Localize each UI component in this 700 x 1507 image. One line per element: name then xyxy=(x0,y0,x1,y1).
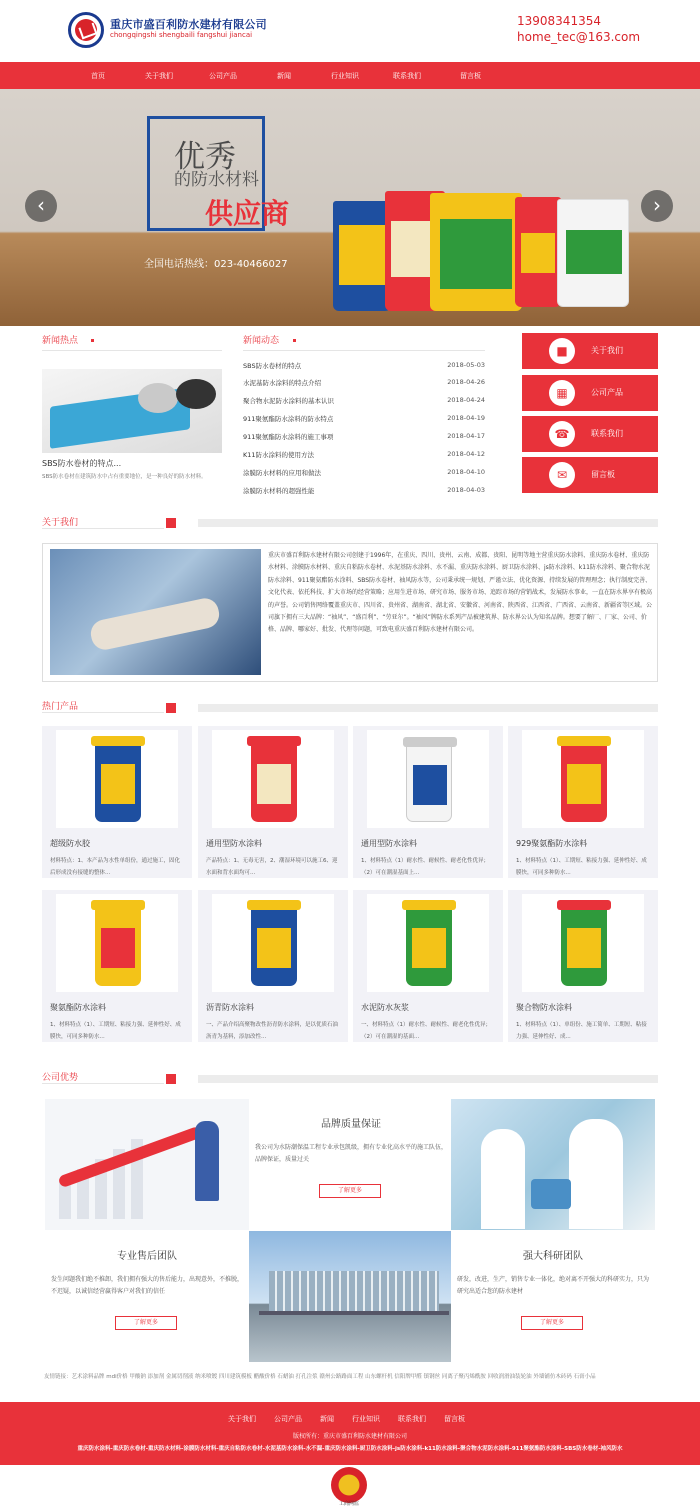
banner-hotline: 全国电话热线：023-40466027 xyxy=(144,259,288,270)
footer xyxy=(0,1402,700,1465)
product-bucket-image xyxy=(557,199,629,307)
news-hot-item-title[interactable]: SBS防水卷材的特点... xyxy=(42,459,122,468)
side-button-products[interactable]: ▦ 公司产品 xyxy=(522,375,658,411)
product-desc: 1、材料特点（1）耐水性、耐候性、耐老化性优异；（2）可在潮湿基面上... xyxy=(361,858,490,876)
product-image xyxy=(56,730,178,828)
research-desc: 研发，改进，生产，销售专业一体化，绝对离不开强大的科研实力，只为研究出适合您的防水建材 xyxy=(457,1276,650,1295)
brand-learn-more-button[interactable]: 了解更多 xyxy=(319,1184,381,1198)
product-name[interactable]: 聚氨酯防水涂料 xyxy=(50,1003,106,1012)
handshake-image xyxy=(50,549,261,675)
product-image xyxy=(212,894,334,992)
divider xyxy=(42,1083,164,1084)
product-desc: 一、材料特点（1）耐水性、耐候性、耐老化性优异；（2）可在潮湿的基面... xyxy=(361,1022,492,1040)
chevron-left-icon[interactable]: ‹ xyxy=(25,190,57,222)
copyright: 版权所有：重庆市盛百利防水建材有限公司 xyxy=(292,1433,407,1440)
product-card[interactable] xyxy=(42,890,192,1042)
product-card[interactable] xyxy=(42,726,192,878)
news-list-item[interactable]: 涂膜防水材料的超强性能 2018-04-03 xyxy=(243,486,485,495)
product-name[interactable]: 超级防水胶 xyxy=(50,839,90,848)
nav-home[interactable]: 首页 xyxy=(91,72,105,80)
nav-industry[interactable]: 行业知识 xyxy=(331,72,359,80)
about-title: 关于我们 xyxy=(42,518,79,528)
footer-nav-message[interactable]: 留言板 xyxy=(444,1415,465,1423)
brand-quality-panel xyxy=(249,1099,453,1230)
news-list-item[interactable]: 911聚氨酯防水涂料的防水特点 2018-04-19 xyxy=(243,414,485,423)
news-list-item[interactable]: 水泥基防水涂料的特点介绍 2018-04-26 xyxy=(243,378,485,387)
brand-quality-desc: 我公司为水防潮保温工程专业承包凯级，拥有专业化高水平的施工队伍，品牌保证，质量过关 xyxy=(255,1144,448,1163)
research-panel xyxy=(451,1231,655,1362)
product-desc: 1、材料特点（1）、工期短、粘接力强、延伸性好、成膜快，可同多种防水... xyxy=(50,1022,181,1040)
after-sales-desc: 发生问题我们绝不推卸，我们拥有强大的售后能力，出现意外，不推脱，不迟疑，以诚信经营赢得客户对我们的信任 xyxy=(51,1276,244,1295)
section-marker xyxy=(166,1074,176,1084)
product-desc: 一、产品介绍高聚物改性沥青防水涂料，是以优质石油沥青为基料，添加改性... xyxy=(206,1022,339,1040)
nav-news[interactable]: 新闻 xyxy=(277,72,291,80)
banner-subheadline: 的防水材料 xyxy=(174,170,259,190)
divider xyxy=(42,350,222,351)
nav-contact[interactable]: 联系我们 xyxy=(393,72,421,80)
police-badge-icon[interactable] xyxy=(331,1467,367,1503)
news-hot-title: 新闻热点 xyxy=(42,336,79,346)
section-marker xyxy=(166,518,176,528)
product-bucket-image xyxy=(333,201,391,311)
friend-links-list[interactable]: 艺术涂料品牌 mdi价格 甲酸钠 添加剂 金属切削液 纳米喷镀 四川建筑模板 醋酸价格 石蜡油 打孔注浆 赣州公路路面工程 山东螺杆机 信阳牌甲醛 镇钢丝 同离子聚丙烯酰胺 回收润滑油装轮油 外墙铺仿木砖码 石膏小品 xyxy=(71,1374,596,1380)
footer-nav-about[interactable]: 关于我们 xyxy=(228,1415,256,1423)
section-marker xyxy=(166,703,176,713)
side-button-contact[interactable]: ☎ 联系我们 xyxy=(522,416,658,452)
title-dot xyxy=(91,339,94,342)
nav-products[interactable]: 公司产品 xyxy=(209,72,237,80)
friend-links[interactable] xyxy=(44,1372,659,1382)
product-card[interactable] xyxy=(198,726,348,878)
product-bucket-image xyxy=(515,197,561,307)
news-list-item[interactable]: 涂膜防水材料的应用和做法 2018-04-10 xyxy=(243,468,485,477)
main-nav xyxy=(0,62,700,89)
growth-chart-image xyxy=(45,1099,249,1230)
nav-message[interactable]: 留言板 xyxy=(460,72,481,80)
badge-label: 工商网监 xyxy=(338,1501,359,1507)
news-list-item[interactable]: SBS防水卷材的特点 2018-05-03 xyxy=(243,361,485,370)
section-band xyxy=(198,1075,658,1083)
product-name[interactable]: 聚合物防水涂料 xyxy=(516,1003,572,1012)
news-list-item[interactable]: 911聚氨酯防水涂料的施工事项 2018-04-17 xyxy=(243,432,485,441)
nav-about[interactable]: 关于我们 xyxy=(145,72,173,80)
news-hot-item-desc: SBS防水卷材在建筑防水中占有重要地位，是一种良好的防水材料。 xyxy=(42,474,207,480)
product-name[interactable]: 水泥防水灰浆 xyxy=(361,1003,409,1012)
side-button-about[interactable]: ■ 关于我们 xyxy=(522,333,658,369)
product-image xyxy=(522,730,644,828)
banner-highlight: 供应商 xyxy=(205,197,290,230)
product-card[interactable] xyxy=(353,726,503,878)
section-band xyxy=(198,704,658,712)
brand-quality-title: 品牌质量保证 xyxy=(321,1119,381,1130)
product-image xyxy=(212,730,334,828)
product-desc: 1、材料特点（1）、工期短、粘接力强、延伸性好、成膜快，可同多种防水... xyxy=(516,858,647,876)
phone-icon: ☎ xyxy=(549,421,575,447)
product-name[interactable]: 通用型防水涂料 xyxy=(206,839,262,848)
contact-email[interactable]: home_tec@163.com xyxy=(517,30,641,44)
product-bucket-image xyxy=(430,193,522,311)
friend-links-label: 友情链接： xyxy=(44,1374,72,1380)
after-sales-panel xyxy=(45,1231,249,1362)
footer-nav-products[interactable]: 公司产品 xyxy=(274,1415,302,1423)
product-image xyxy=(367,894,489,992)
product-desc: 产品特点：1、无毒无害，2、潮湿环境可以施工6、迎水面和背水面均可... xyxy=(206,858,338,876)
research-title: 强大科研团队 xyxy=(523,1251,583,1262)
after-sales-learn-more-button[interactable]: 了解更多 xyxy=(115,1316,177,1330)
news-hot-image[interactable] xyxy=(42,369,222,453)
research-learn-more-button[interactable]: 了解更多 xyxy=(521,1316,583,1330)
chevron-right-icon[interactable]: › xyxy=(641,190,673,222)
research-lab-image xyxy=(451,1099,655,1230)
advantages-title: 公司优势 xyxy=(42,1073,79,1083)
company-pinyin: chongqingshi shengbaili fangshui jiancai xyxy=(110,31,253,39)
product-name[interactable]: 沥青防水涂料 xyxy=(206,1003,254,1012)
grid-icon: ▦ xyxy=(549,380,575,406)
building-icon: ■ xyxy=(549,338,575,364)
product-name[interactable]: 通用型防水涂料 xyxy=(361,839,417,848)
company-name: 重庆市盛百利防水建材有限公司 xyxy=(110,18,267,31)
after-sales-title: 专业售后团队 xyxy=(117,1251,177,1262)
footer-nav-contact[interactable]: 联系我们 xyxy=(398,1415,426,1423)
title-dot xyxy=(293,339,296,342)
news-list-title: 新闻动态 xyxy=(243,336,280,346)
contact-phone: 13908341354 xyxy=(517,14,601,28)
about-text: 重庆市盛百利防水建材有限公司创建于1996年，在重庆、四川、贵州、云南、成都、贵阳、昆明等地主营重庆防水涂料、重庆防水卷材、重庆防水材料、涂膜防水材料、重庆自粘防水卷材、水泥基防水涂料、水不漏、重庆防水涂料、厨卫防水涂料、js防水涂料、k11防水涂料、聚合物水泥防水涂料、911聚氨酯防水涂料、SBS防水卷材、袖风防水等，公司秉承统一规划、严谨立法、优化资源、持续发展的管理理念；执行制度完善、文化代表、依托科技、扩大市场的经营策略；应用生进市场、研究市场、服务市场、追踪市场的营销战术，发展防水事业，一直在防水界享有极高的声誉。公司销售网络覆盖重庆市、四川省、贵州省、湖南省、湖北省、安徽省、河南省、陕西省、江西省、广西省、云南省、新疆省等区域。公司旗下拥有三大品牌：“袖风”、“盛百利”、“劳亚尔”。“袖风”牌防水系列产品被建筑界、防水界公认为知名品牌。想要了解厂、厂家、公司、价格、品牌、哪家好、批发、代理等问题，可致电重庆盛百利防水建材有限公司。 xyxy=(268,552,653,634)
product-image xyxy=(56,894,178,992)
banner-headline: 优秀 xyxy=(174,139,236,175)
message-icon: ✉ xyxy=(549,462,575,488)
divider xyxy=(42,528,164,529)
product-image xyxy=(367,730,489,828)
footer-keywords[interactable]: 重庆防水涂料-重庆防水卷材-重庆防水材料-涂膜防水材料-重庆自粘防水卷材-水泥基防水涂料-水不漏-重庆防水涂料-厨卫防水涂料-js防水涂料-k11防水涂料-聚合物水泥防水涂料-911聚氨酯防水涂料-SBS防水卷材-袖风防水 xyxy=(77,1446,623,1452)
product-card[interactable] xyxy=(508,726,658,878)
product-card[interactable] xyxy=(508,890,658,1042)
product-card[interactable] xyxy=(198,890,348,1042)
section-band xyxy=(198,519,658,527)
product-image xyxy=(522,894,644,992)
product-name[interactable]: 929聚氨酯防水涂料 xyxy=(516,839,588,848)
company-logo[interactable] xyxy=(68,12,104,48)
product-card[interactable] xyxy=(353,890,503,1042)
hero-banner xyxy=(0,89,700,326)
footer-nav-news[interactable]: 新闻 xyxy=(320,1415,334,1423)
product-desc: 1、材料特点（1）、单组份、施工简单、工期短、粘接力强、延伸性好、成... xyxy=(516,1022,647,1040)
footer-nav-industry[interactable]: 行业知识 xyxy=(352,1415,380,1423)
divider xyxy=(42,712,164,713)
products-title: 热门产品 xyxy=(42,702,79,712)
office-building-image xyxy=(249,1231,453,1362)
news-list-item[interactable]: K11防水涂料的使用方法 2018-04-12 xyxy=(243,450,485,459)
side-button-message[interactable]: ✉ 留言板 xyxy=(522,457,658,493)
product-desc: 材料特点：1、本产品为水性单组份，通过施工，固化后形成没有接缝的整体... xyxy=(50,858,181,876)
divider xyxy=(243,350,485,351)
news-list-item[interactable]: 聚合物水泥防水涂料的基本认识 2018-04-24 xyxy=(243,396,485,405)
